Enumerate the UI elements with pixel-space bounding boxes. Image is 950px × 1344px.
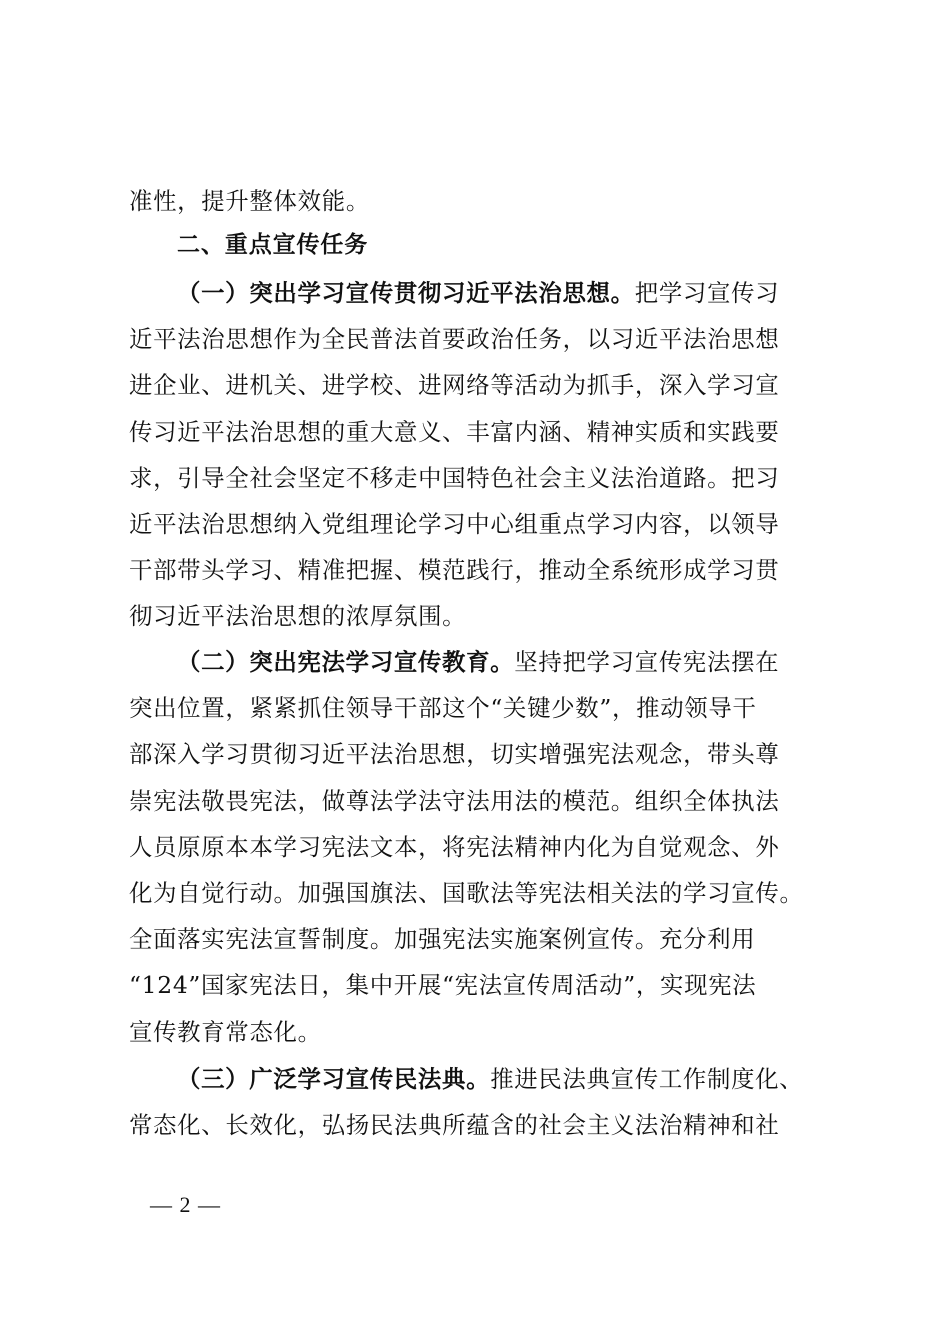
item-2-line-7: “124”国家宪法日，集中开展“宪法宣传周活动”，实现宪法	[129, 971, 757, 1000]
paragraph-intro-tail	[129, 178, 839, 224]
item-1-line-6: 干部带头学习、精准把握、模范践行，推动全系统形成学习贯	[129, 556, 780, 585]
item-1-line-4: 求，引导全社会坚定不移走中国特色社会主义法治道路。把习	[129, 463, 780, 492]
item-2-line-1: 突出位置，紧紧抓住领导干部这个“关键少数”，推动领导干	[129, 694, 757, 723]
item-1-line-5: 近平法治思想纳入党组理论学习中心组重点学习内容，以领导	[129, 509, 780, 538]
item-2-line-5: 化为自觉行动。加强国旗法、国歌法等宪法相关法的学习宣传。	[129, 878, 804, 907]
item-3-line-1: 常态化、长效化，弘扬民法典所蕴含的社会主义法治精神和社	[129, 1111, 780, 1140]
item-2-line-0: 坚持把学习宣传宪法摆在	[514, 648, 780, 676]
paragraph-item-3	[129, 1056, 839, 1148]
section-heading-block	[129, 222, 839, 268]
item-1-line-3: 传习近平法治思想的重大意义、丰富内涵、精神实质和实践要	[129, 417, 780, 446]
page-number: — 2 —	[150, 1192, 221, 1217]
section-heading: 二、重点宣传任务	[177, 232, 369, 258]
paragraph-item-1	[129, 270, 839, 640]
item-2-line-2: 部深入学习贯彻习近平法治思想，切实增强宪法观念，带头尊	[129, 740, 780, 769]
item-2-line-6: 全面落实宪法宣誓制度。加强宪法实施案例宣传。充分利用	[129, 925, 756, 954]
item-1-line-2: 进企业、进机关、进学校、进网络等活动为抓手，深入学习宣	[129, 371, 780, 400]
item-3-line-0: 推进民法典宣传工作制度化、	[490, 1065, 804, 1093]
paragraph-item-2	[129, 639, 839, 1055]
item-2-title: （二）突出宪法学习宣传教育。	[177, 648, 515, 676]
text-line	[129, 270, 839, 316]
item-1-line-0: 把学习宣传习	[634, 279, 780, 307]
item-2-line-4: 人员原原本本学习宪法文本，将宪法精神内化为自觉观念、外	[129, 832, 780, 861]
item-3-title: （三）广泛学习宣传民法典。	[177, 1065, 491, 1093]
item-1-title: （一）突出学习宣传贯彻习近平法治思想。	[177, 279, 635, 307]
item-2-line-3: 崇宪法敬畏宪法，做尊法学法守法用法的模范。组织全体执法	[129, 786, 780, 815]
text-line	[129, 1056, 839, 1102]
item-1-line-7: 彻习近平法治思想的浓厚氛围。	[129, 602, 467, 631]
text-line	[129, 639, 839, 685]
text-line: 准性，提升整体效能。	[129, 187, 370, 215]
item-2-line-8: 宣传教育常态化。	[129, 1017, 322, 1046]
item-1-line-1: 近平法治思想作为全民普法首要政治任务，以习近平法治思想	[129, 325, 780, 354]
